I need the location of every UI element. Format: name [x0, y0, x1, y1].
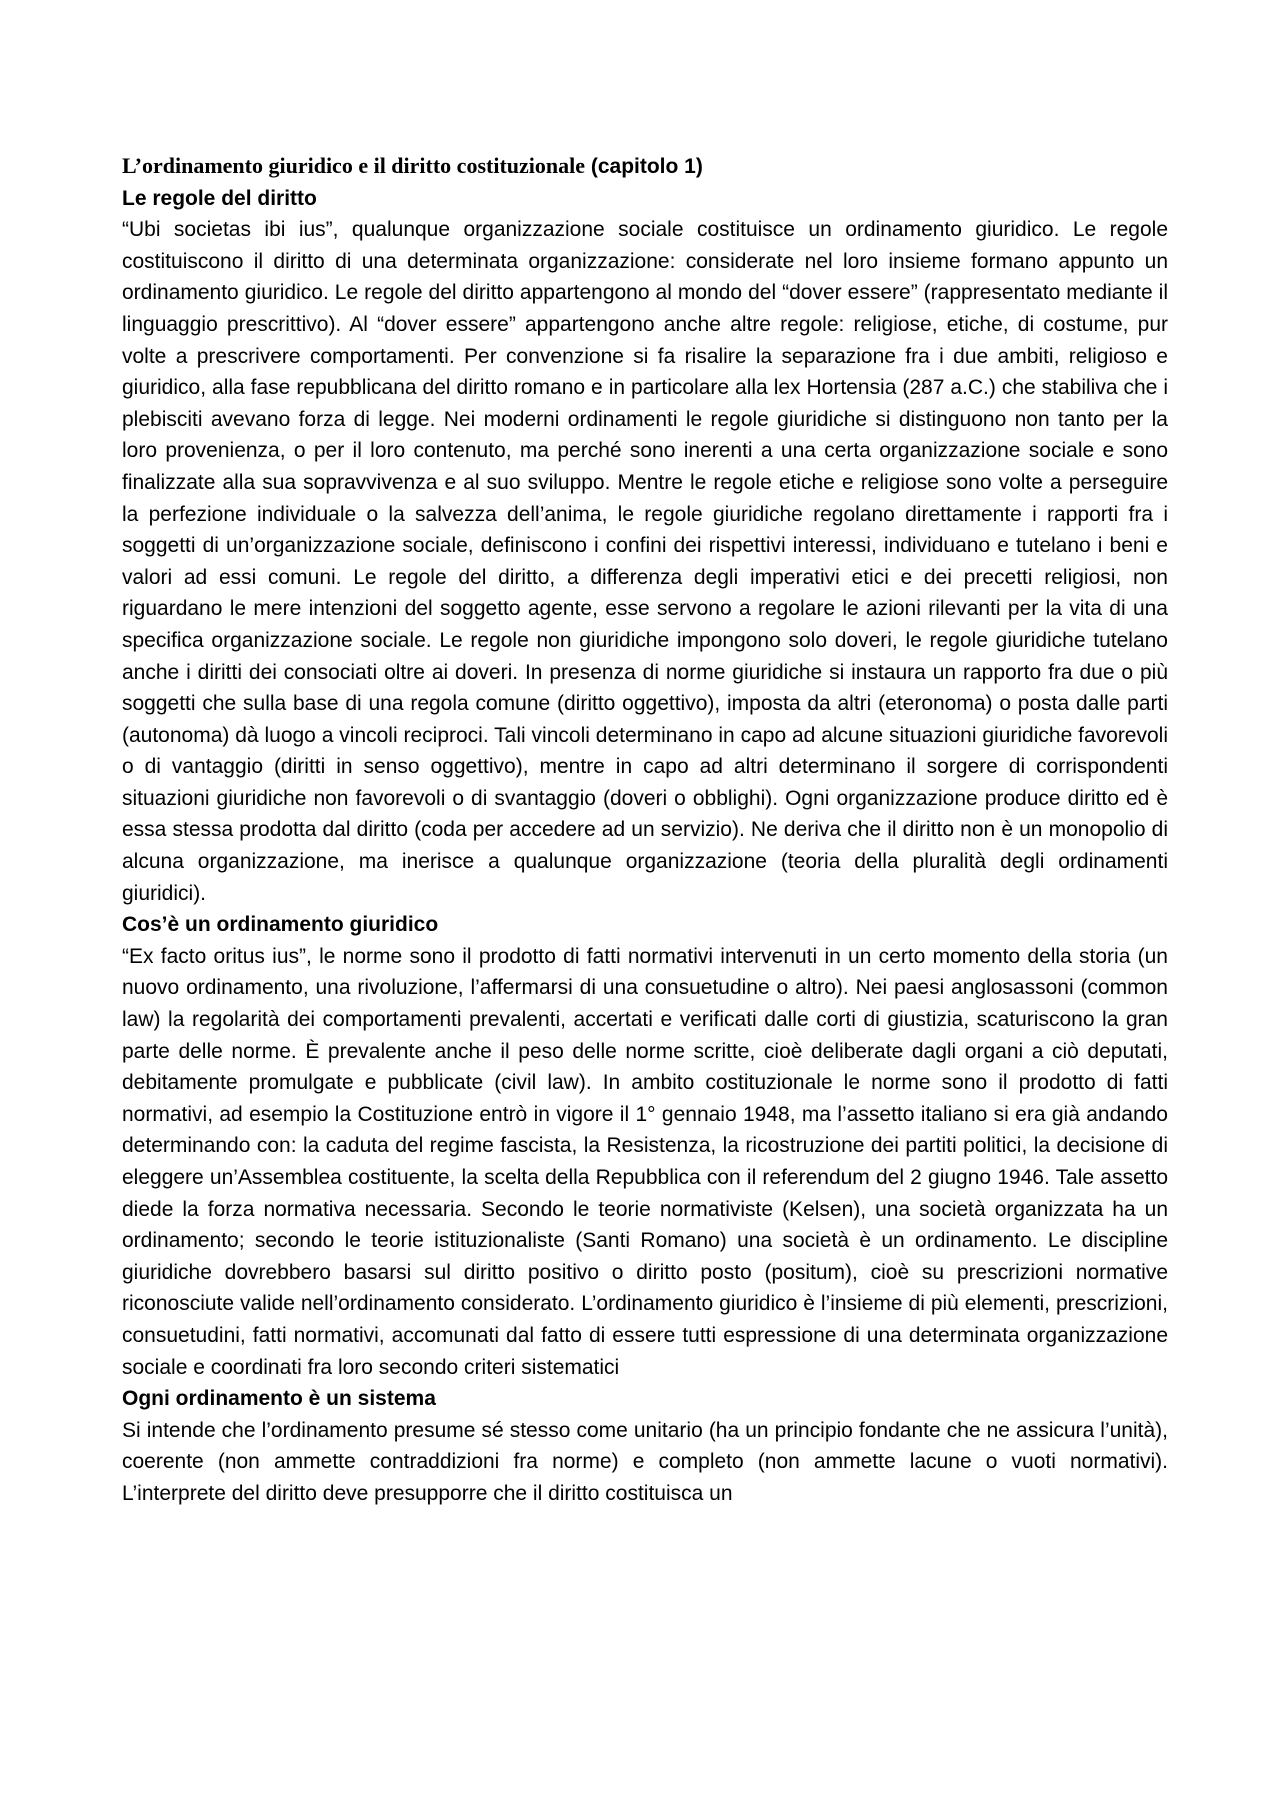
section-heading-sistema: Ogni ordinamento è un sistema	[122, 1387, 436, 1411]
section-body-sistema: Si intende che l’ordinamento presume sé stesso come unitario (ha un principio fondante che ne assicura l’unità), coerente (non ammette contraddizioni fra norme) e completo (non ammette lacune o vuoti normativi). L’interprete del diritto deve presupporre che il diritto costituisca un	[122, 1418, 1168, 1505]
title-main: L’ordinamento giuridico e il diritto costituzionale	[122, 153, 585, 178]
section-body-ordinamento: “Ex facto oritus ius”, le norme sono il prodotto di fatti normativi intervenuti in un certo momento della storia (un nuovo ordinamento, una rivoluzione, l’affermarsi di una consuetudine o altro). Nei paesi anglosassoni (common law) la regolarità dei comportamenti prevalenti, accertati e verificati dalle corti di giustizia, scaturiscono la gran parte delle norme. È prevalente anche il peso delle norme scritte, cioè deliberate dagli organi a ciò deputati, debitamente promulgate e pubblicate (civil law). In ambito costituzionale le norme sono il prodotto di fatti normativi, ad esempio la Costituzione entrò in vigore il 1° gennaio 1948, ma l’assetto italiano si era già andando determinando con: la caduta del regime fascista, la Resistenza, la ricostruzione dei partiti politici, la decisione di eleggere un’Assemblea costituente, la scelta della Repubblica con il referendum del 2 giugno 1946. Tale assetto diede la forza normativa necessaria. Secondo le teorie normativiste (Kelsen), una società organizzata ha un ordinamento; secondo le teorie istituzionaliste (Santi Romano) una società è un ordinamento. Le discipline giuridiche dovrebbero basarsi sul diritto positivo o diritto posto (positum), cioè su prescrizioni normative riconosciute valide nell’ordinamento considerato. L’ordinamento giuridico è l’insieme di più elementi, prescrizioni, consuetudini, fatti normativi, accomunati dal fatto di essere tutti espressione di una determinata organizzazione sociale e coordinati fra loro secondo criteri sistematici	[122, 944, 1168, 1379]
section-heading-regole: Le regole del diritto	[122, 186, 317, 210]
section-heading-ordinamento: Cos’è un ordinamento giuridico	[122, 913, 439, 937]
title-suffix: (capitolo 1)	[590, 155, 703, 178]
section-body-regole: “Ubi societas ibi ius”, qualunque organizzazione sociale costituisce un ordinamento giuridico. Le regole costituiscono il diritto di una determinata organizzazione: considerate nel loro insieme formano appunto un ordinamento giuridico. Le regole del diritto appartengono al mondo del “dover essere” (rappresentato mediante il linguaggio prescrittivo). Al “dover essere” appartengono anche altre regole: religiose, etiche, di costume, pur volte a prescrivere comportamenti. Per convenzione si fa risalire la separazione fra i due ambiti, religioso e giuridico, alla fase repubblicana del diritto romano e in particolare alla lex Hortensia (287 a.C.) che stabiliva che i plebisciti avevano forza di legge. Nei moderni ordinamenti le regole giuridiche si distinguono non tanto per la loro provenienza, o per il loro contenuto, ma perché sono inerenti a una certa organizzazione sociale e sono finalizzate alla sua sopravvivenza e al suo sviluppo. Mentre le regole etiche e religiose sono volte a perseguire la perfezione individuale o la salvezza dell’anima, le regole giuridiche regolano direttamente i rapporti fra i soggetti di un’organizzazione sociale, definiscono i confini dei rispettivi interessi, individuano e tutelano i beni e valori ad essi comuni. Le regole del diritto, a differenza degli imperativi etici e dei precetti religiosi, non riguardano le mere intenzioni del soggetto agente, esse servono a regolare le azioni rilevanti per la vita di una specifica organizzazione sociale. Le regole non giuridiche impongono solo doveri, le regole giuridiche tutelano anche i diritti dei consociati oltre ai doveri. In presenza di norme giuridiche si instaura un rapporto fra due o più soggetti che sulla base di una regola comune (diritto oggettivo), imposta da altri (eteronoma) o posta dalle parti (autonoma) dà luogo a vincoli reciproci. Tali vincoli determinano in capo ad alcune situazioni giuridiche favorevoli o di vantaggio (diritti in senso oggettivo), mentre in capo ad altri determinano il sorgere di corrispondenti situazioni giuridiche non favorevoli o di svantaggio (doveri o obblighi). Ogni organizzazione produce diritto ed è essa stessa prodotta dal diritto (coda per accedere ad un servizio). Ne deriva che il diritto non è un monopolio di alcuna organizzazione, ma inerisce a qualunque organizzazione (teoria della pluralità degli ordinamenti giuridici).	[122, 218, 1168, 905]
document-page	[122, 150, 1168, 1510]
document-title	[122, 150, 1168, 183]
